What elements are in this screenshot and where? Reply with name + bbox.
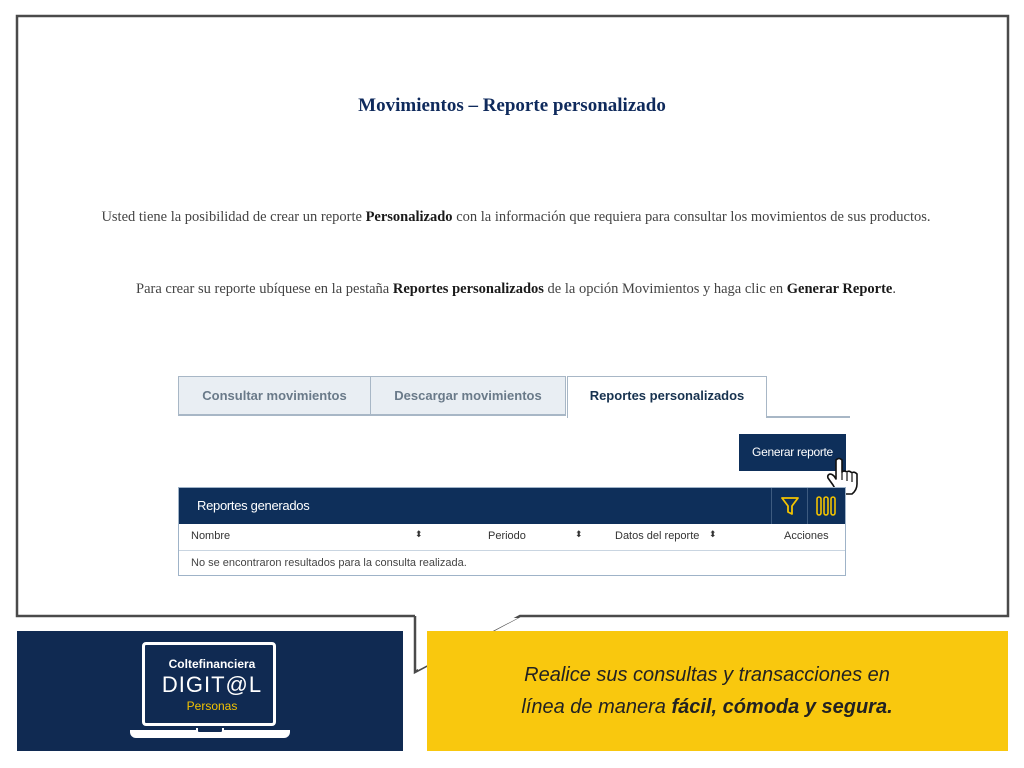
- slide-title: Movimientos – Reporte personalizado: [358, 95, 666, 116]
- slogan-line-2: línea de manera: [521, 696, 672, 718]
- sort-icon[interactable]: ⬍: [575, 529, 583, 539]
- slogan-banner: [427, 631, 1008, 751]
- intro-paragraph: [82, 203, 950, 231]
- slogan-line-1: Realice sus consultas y transacciones en: [524, 664, 890, 686]
- brand-personas: Personas: [186, 699, 238, 713]
- column-nombre[interactable]: Nombre: [191, 530, 231, 542]
- filter-button[interactable]: [771, 488, 808, 524]
- bold-text: Generar Reporte: [786, 281, 893, 297]
- column-periodo[interactable]: Periodo: [488, 530, 526, 542]
- generate-report-button[interactable]: Generar reporte: [739, 434, 846, 471]
- columns-button[interactable]: [807, 488, 844, 524]
- table-title: Reportes generados: [197, 498, 310, 513]
- laptop-logo: [130, 642, 290, 742]
- reports-table: [178, 487, 846, 576]
- laptop-screen: [142, 642, 276, 726]
- tab-reportes-personalizados[interactable]: Reportes personalizados: [567, 376, 767, 418]
- filter-icon: [780, 495, 800, 517]
- bold-text: Personalizado: [365, 209, 453, 225]
- text-span: Usted tiene la posibilidad de crear un reporte: [101, 209, 366, 225]
- text-span: .: [892, 281, 896, 297]
- columns-icon: [816, 495, 836, 517]
- laptop-notch: [196, 728, 224, 734]
- column-header-row: [179, 524, 845, 551]
- tab-bar: [178, 376, 850, 418]
- text-span: de la opción Movimientos y haga clic en: [543, 281, 787, 297]
- bold-text: Reportes personalizados: [392, 281, 544, 297]
- tab-consultar-movimientos[interactable]: Consultar movimientos: [178, 376, 371, 416]
- sort-icon[interactable]: ⬍: [709, 529, 717, 539]
- column-datos-del-reporte[interactable]: Datos del reporte: [615, 530, 700, 542]
- slogan-emphasis: fácil, cómoda y segura.: [671, 696, 893, 718]
- tab-descargar-movimientos[interactable]: Descargar movimientos: [370, 376, 566, 416]
- empty-message: No se encontraron resultados para la consulta realizada.: [191, 557, 467, 569]
- text-span: con la información que requiera para consultar los movimientos de sus productos.: [452, 209, 931, 225]
- brand-digital: DIGIT@L: [161, 672, 263, 697]
- table-header: [179, 488, 845, 524]
- tab-underline: [767, 416, 850, 418]
- text-span: Para crear su reporte ubíquese en la pestaña: [136, 281, 393, 297]
- brand-name: Coltefinanciera: [168, 657, 256, 671]
- slogan-text: [427, 659, 987, 723]
- instruction-paragraph: [82, 275, 950, 303]
- sort-icon[interactable]: ⬍: [415, 529, 423, 539]
- column-acciones: Acciones: [784, 530, 829, 542]
